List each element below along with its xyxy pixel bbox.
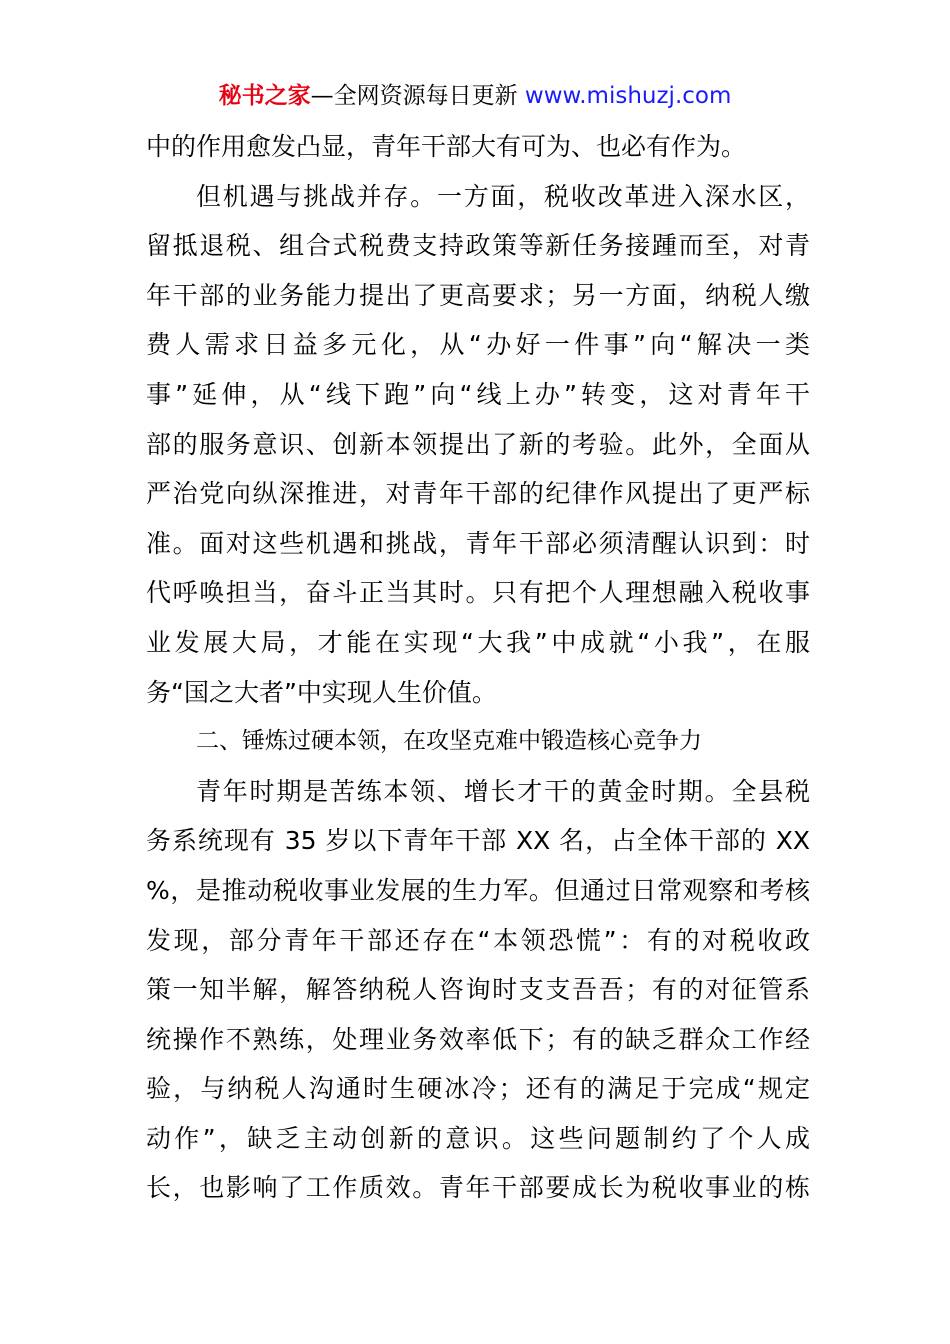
paragraph-line: 年干部的业务能力提出了更高要求；另一方面，纳税人缴 (146, 280, 810, 310)
paragraph-line: 务系统现有 35 岁以下青年干部 XX 名，占全体干部的 XX (146, 826, 810, 856)
paragraph-line: 准。面对这些机遇和挑战，青年干部必须清醒认识到：时 (146, 528, 810, 558)
header-site-link[interactable]: www.mishuzj.com (524, 83, 732, 109)
page-header (0, 80, 950, 112)
paragraph-line: 中的作用愈发凸显，青年干部大有可为、也必有作为。 (146, 132, 747, 161)
paragraph-line: 动作”，缺乏主动创新的意识。这些问题制约了个人成 (146, 1123, 810, 1153)
section-heading: 二、锤炼过硬本领，在攻坚克难中锻造核心竞争力 (196, 728, 702, 755)
paragraph-line: 严治党向纵深推进，对青年干部的纪律作风提出了更严标 (146, 479, 810, 509)
paragraph-line: 策一知半解，解答纳税人咨询时支支吾吾；有的对征管系 (146, 975, 810, 1005)
paragraph-line: 发现，部分青年干部还存在“本领恐慌”：有的对税收政 (146, 925, 810, 955)
paragraph-line: 业发展大局，才能在实现“大我”中成就“小我”，在服 (146, 627, 810, 657)
paragraph-line: 代呼唤担当，奋斗正当其时。只有把个人理想融入税收事 (146, 578, 810, 608)
header-brand: 秘书之家 (218, 83, 311, 109)
paragraph-line: 务“国之大者”中实现人生价值。 (146, 677, 497, 707)
body-text (146, 122, 810, 1213)
paragraph-line: 青年时期是苦练本领、增长才干的黄金时期。全县税 (196, 776, 810, 806)
paragraph-line: 验，与纳税人沟通时生硬冰冷；还有的满足于完成“规定 (146, 1074, 810, 1104)
header-tagline: —全网资源每日更新 (310, 83, 525, 109)
paragraph-line: 统操作不熟练，处理业务效率低下；有的缺乏群众工作经 (146, 1024, 810, 1054)
paragraph-line: 部的服务意识、创新本领提出了新的考验。此外，全面从 (146, 429, 810, 459)
paragraph-line: 事”延伸，从“线下跑”向“线上办”转变，这对青年干 (146, 379, 810, 409)
paragraph-line: 但机遇与挑战并存。一方面，税收改革进入深水区， (196, 181, 810, 211)
paragraph-line: %，是推动税收事业发展的生力军。但通过日常观察和考核 (146, 875, 810, 905)
paragraph-line: 长，也影响了工作质效。青年干部要成长为税收事业的栋 (146, 1173, 810, 1203)
paragraph-line: 留抵退税、组合式税费支持政策等新任务接踵而至，对青 (146, 231, 810, 261)
paragraph-line: 费人需求日益多元化，从“办好一件事”向“解决一类 (146, 330, 810, 360)
